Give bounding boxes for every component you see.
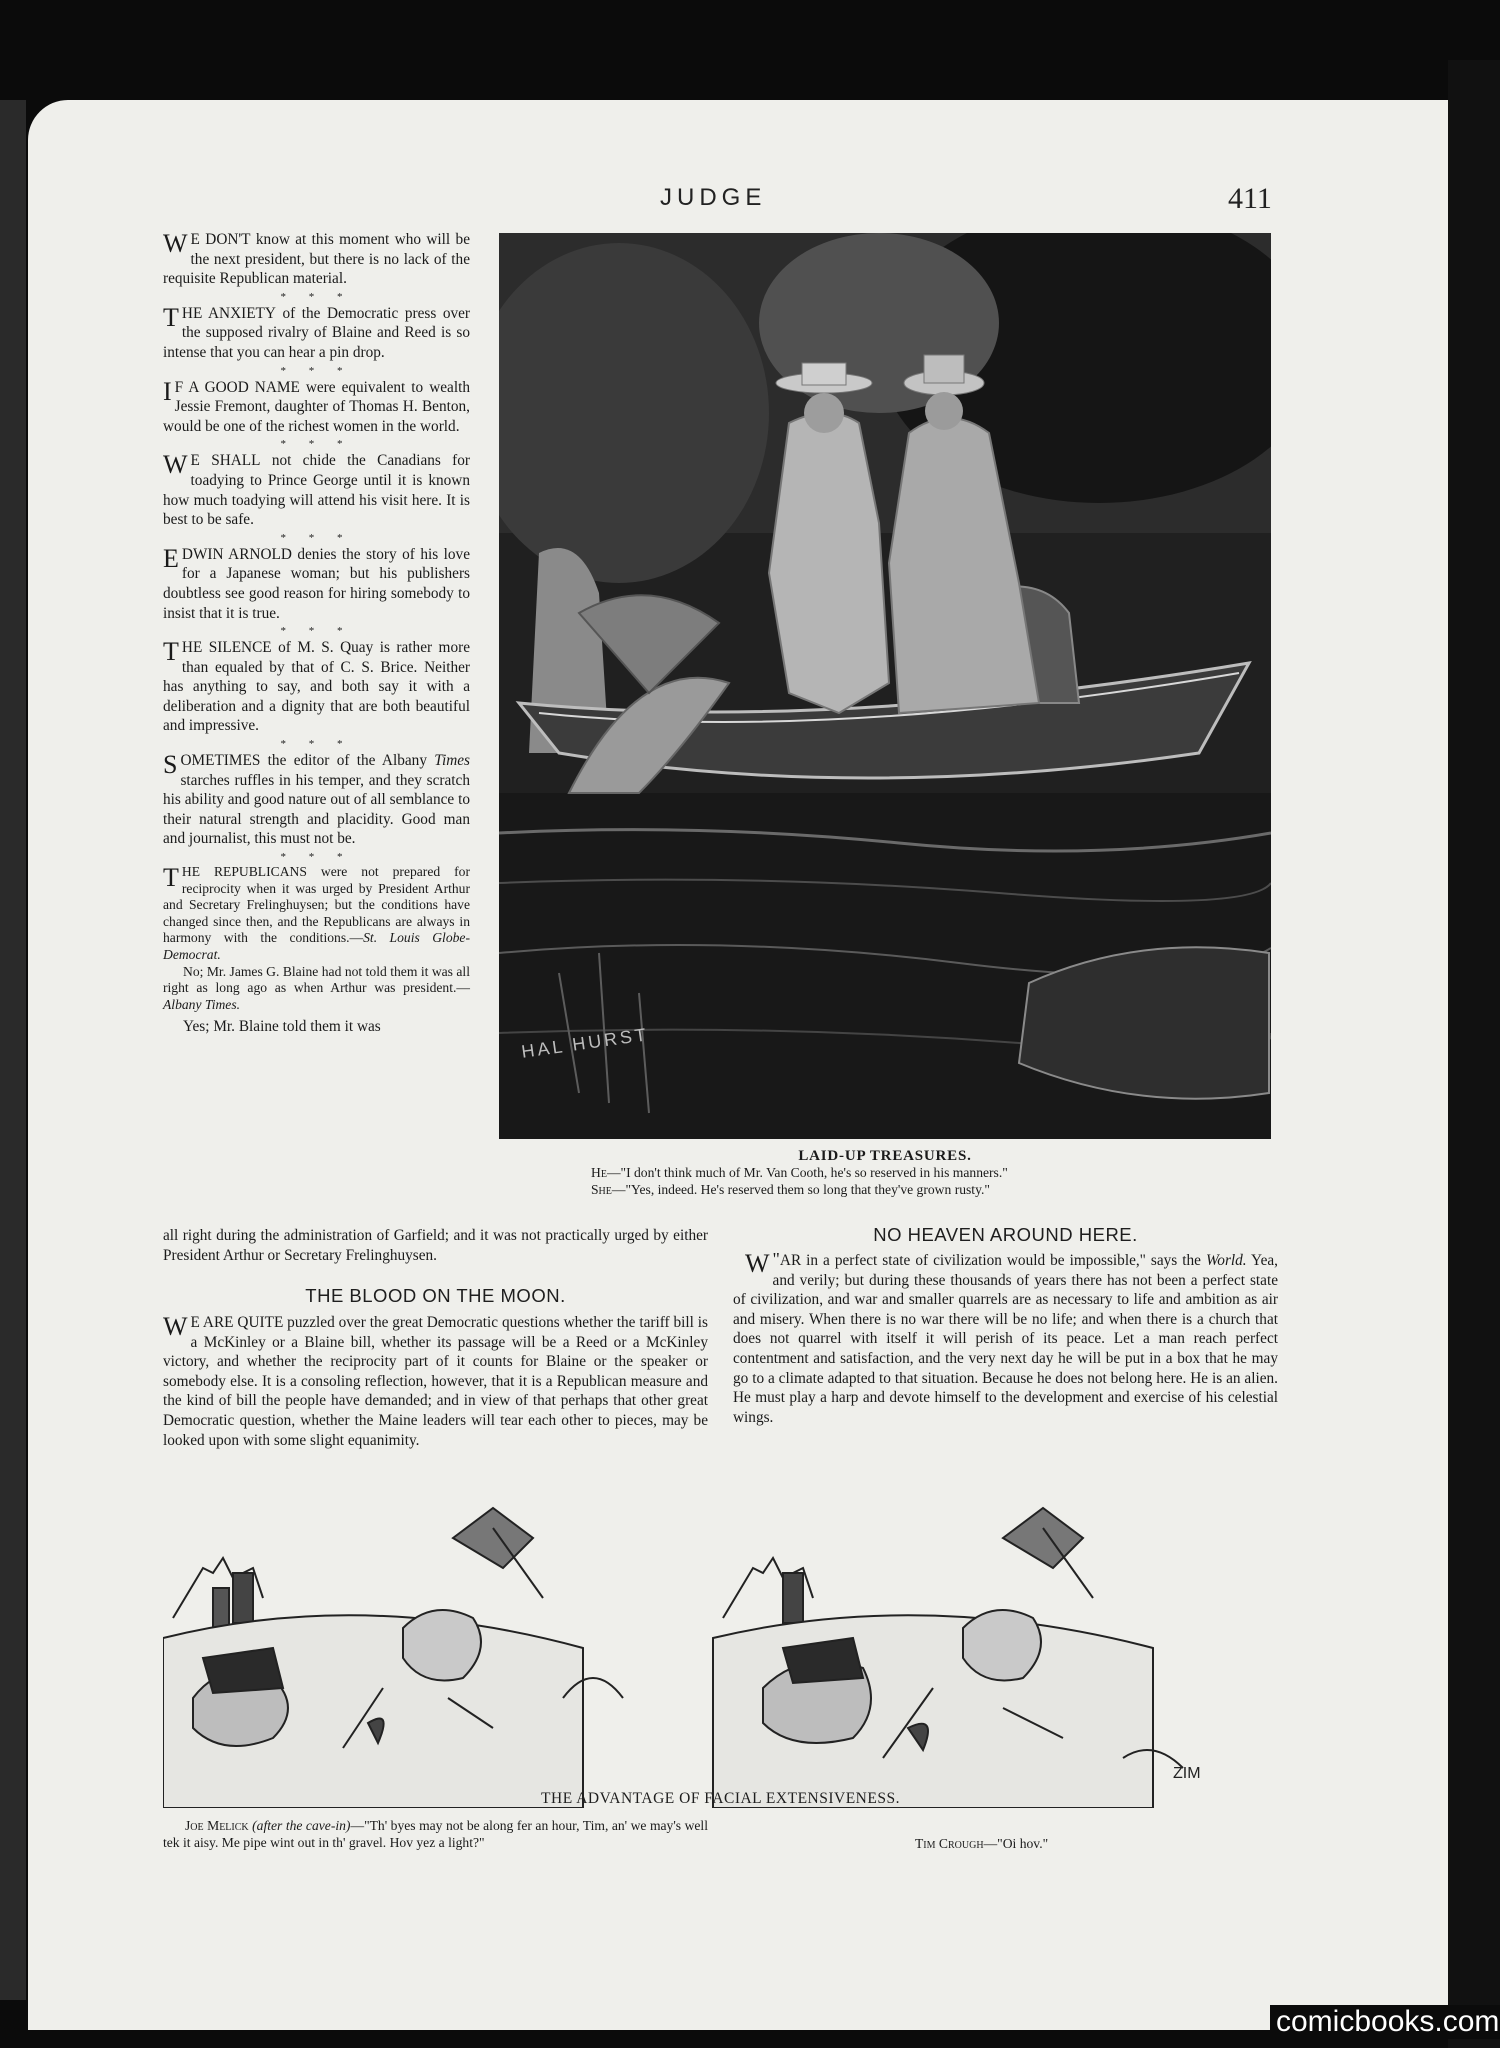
illustration-caption xyxy=(499,1148,1271,1198)
paragraph-text: all right during the administration of Garfield; and it was not practically urged by either President Arthur or Secretary Frelinghuysen. xyxy=(163,1227,708,1264)
speaker: He xyxy=(591,1165,607,1180)
cartoon-caption-left xyxy=(163,1818,708,1851)
paragraph-text: know at this moment who will be the next president, but there is no lack of the requisite Republican material. xyxy=(163,231,470,288)
section-divider-stars: * * * xyxy=(280,290,353,303)
paragraph-item xyxy=(163,751,470,849)
section-divider-stars: * * * xyxy=(280,851,353,864)
masthead: JUDGE xyxy=(660,184,767,211)
drop-cap: T xyxy=(163,863,179,893)
cartoonist-signature: ZIM xyxy=(1173,1765,1201,1782)
dialogue: —"Th' byes may not be along fer an hour, Tim, an' we may's well tek it aisy. Me pipe wint out in th' gravel. Hov yez a light?" xyxy=(163,1818,708,1850)
blood-moon-article xyxy=(163,1313,708,1450)
cartoon-title: THE ADVANTAGE OF FACIAL EXTENSIVENESS. xyxy=(541,1790,900,1807)
stage-direction: (after the cave-in) xyxy=(252,1818,351,1833)
lead-in: E ARE QUITE xyxy=(190,1314,284,1331)
speaker: She xyxy=(591,1181,612,1197)
speaker: Tim Crough xyxy=(915,1836,984,1851)
caption-line-1 xyxy=(499,1165,1271,1182)
section-divider-stars: * * * xyxy=(280,531,353,544)
speaker: Joe Melick xyxy=(185,1818,249,1833)
caption-line-2 xyxy=(499,1182,1271,1199)
lead-in: OMETIMES xyxy=(180,752,261,770)
lead-in: F A GOOD NAME xyxy=(174,378,300,396)
paragraph-item xyxy=(163,545,470,623)
drop-cap: S xyxy=(163,750,178,780)
paragraph-text: starches ruffles in his temper, and they scratch his ability and good nature out of all semblance to their natural strength and placidity. Good man and journalist, this must not be. xyxy=(163,771,470,848)
paragraph-text: in a perfect state of civilization would be impossible," says the xyxy=(801,1252,1206,1269)
lead-in: AR xyxy=(779,1252,802,1269)
paragraph-text: Yes; Mr. Blaine told them it was xyxy=(183,1018,381,1036)
paragraph-item xyxy=(163,638,470,736)
open-quote: " xyxy=(772,1249,780,1269)
blood-moon-title: THE BLOOD ON THE MOON. xyxy=(305,1285,566,1306)
cave-in-cartoon xyxy=(163,1478,1278,1808)
paragraph-item xyxy=(163,378,470,437)
cartoon-caption-right xyxy=(915,1836,1255,1853)
paragraph-text: of M. S. Quay is rather more than equaled by that of C. S. Brice. Neither has anything to say, and both say it with a deliberation and a dignity that are both beautiful and impressive. xyxy=(163,639,470,735)
boat-illustration xyxy=(499,233,1271,1139)
paragraph-reply-1 xyxy=(163,964,470,1014)
lead-in: DWIN ARNOLD xyxy=(181,545,292,563)
lead-in: HE SILENCE xyxy=(181,639,272,657)
dialogue: —"Oi hov." xyxy=(983,1836,1049,1851)
paragraph-text: not chide the Canadians for toadying to Prince George until it is known how much toadying will attend his visit here. It is best to be safe. xyxy=(163,452,470,529)
section-divider-stars: * * * xyxy=(280,738,353,751)
paragraph-reply-2-start xyxy=(163,1017,470,1037)
drop-cap: I xyxy=(163,376,172,406)
lead-in: E DON'T xyxy=(190,231,251,248)
cartoon-drawing xyxy=(163,1478,1278,1808)
paragraph-republicans xyxy=(163,864,470,964)
source-credit: St. Louis Globe-Democrat. xyxy=(163,930,470,962)
reply-2-continuation xyxy=(163,1226,708,1265)
publication-name: World. xyxy=(1205,1252,1247,1269)
source-credit: Albany Times. xyxy=(163,996,241,1012)
caption-title: LAID-UP TREASURES. xyxy=(798,1148,972,1164)
drop-cap: T xyxy=(163,302,179,332)
paragraph-text: Yea, and verily; but during these thousands of years there has not been a perfect state of civilization, and war and smaller quarrels are as necessary to life and ambition as air and misery. When there is no war there will be no life; and when there is a church that does not quarrel with itself it will perish of its peace. Let a man reach perfect contentment and satisfaction, and the very next day he will be put in a box that he may go to a climate adapted to that situation. Because he does not belong here. He is an alien. He must play a harp and devote himself to the development and exercise of his celestial wings. xyxy=(733,1252,1278,1426)
publication-name: Times xyxy=(434,752,470,770)
drop-cap: E xyxy=(163,543,179,573)
paragraph-text: puzzled over the great Democratic questions whether the tariff bill is a McKinley or a Blaine bill, whether its passage will be a Reed or a McKinley victory, and whether the reciprocity part of it counts for Blaine or the speaker or somebody else. It is a consoling reflection, however, that it is a Republican measure and the kind of bill the people have demanded; and in view of that perhaps that other great Democratic question, whether the Maine leaders will tear each other to pieces, may be looked upon with some slight equanimity. xyxy=(163,1314,709,1449)
paragraph-item xyxy=(163,451,470,529)
paragraph-text: the editor of the Albany xyxy=(260,752,435,770)
scan-border xyxy=(1448,60,1500,2048)
dialogue: —"Yes, indeed. He's reserved them so long that they've grown rusty." xyxy=(611,1181,990,1197)
lead-in: E SHALL xyxy=(190,452,261,470)
drop-cap: W xyxy=(163,450,188,480)
paragraph-text: of the Democratic press over the supposed rivalry of Blaine and Reed is so intense that you can hear a pin drop. xyxy=(163,304,471,361)
boat-scene-drawing xyxy=(499,233,1271,1139)
lead-in: HE REPUBLICANS xyxy=(181,864,307,880)
lead-in: HE ANXIETY xyxy=(181,304,276,322)
artist-signature: HAL HURST xyxy=(520,1024,651,1062)
site-watermark: comicbooks.com xyxy=(1270,2005,1500,2039)
drop-cap: W xyxy=(163,1312,188,1341)
paragraph-text: were not prepared for reciprocity when it was urged by President Arthur and Secretary Frelinghuysen; but the conditions have changed since then, and the Republicans are always in harmony with the conditions.— xyxy=(163,864,470,946)
section-divider-stars: * * * xyxy=(280,364,353,377)
dialogue: —"I don't think much of Mr. Van Cooth, he's so reserved in his manners." xyxy=(606,1165,1008,1180)
paragraph-text: were equivalent to wealth Jessie Fremont, daughter of Thomas H. Benton, would be one of the richest women in the world. xyxy=(163,378,470,435)
section-divider-stars: * * * xyxy=(280,625,353,638)
no-heaven-article xyxy=(733,1250,1278,1427)
paragraph-item xyxy=(163,230,470,289)
paragraph-item xyxy=(163,304,470,363)
left-column xyxy=(163,230,470,1037)
page-number: 411 xyxy=(1228,182,1272,215)
section-divider-stars: * * * xyxy=(280,438,353,451)
no-heaven-title: NO HEAVEN AROUND HERE. xyxy=(873,1224,1138,1245)
facing-page-edge xyxy=(0,100,26,2000)
paragraph-text: denies the story of his love for a Japanese woman; but his publishers doubtless see good reason for hiring somebody to insist that it is true. xyxy=(163,545,470,622)
drop-cap: T xyxy=(163,637,179,667)
paragraph-text: No; Mr. James G. Blaine had not told them it was all right as long ago as when Arthur was president.— xyxy=(163,963,470,996)
drop-cap: W xyxy=(163,229,188,258)
drop-cap: W xyxy=(745,1249,770,1278)
